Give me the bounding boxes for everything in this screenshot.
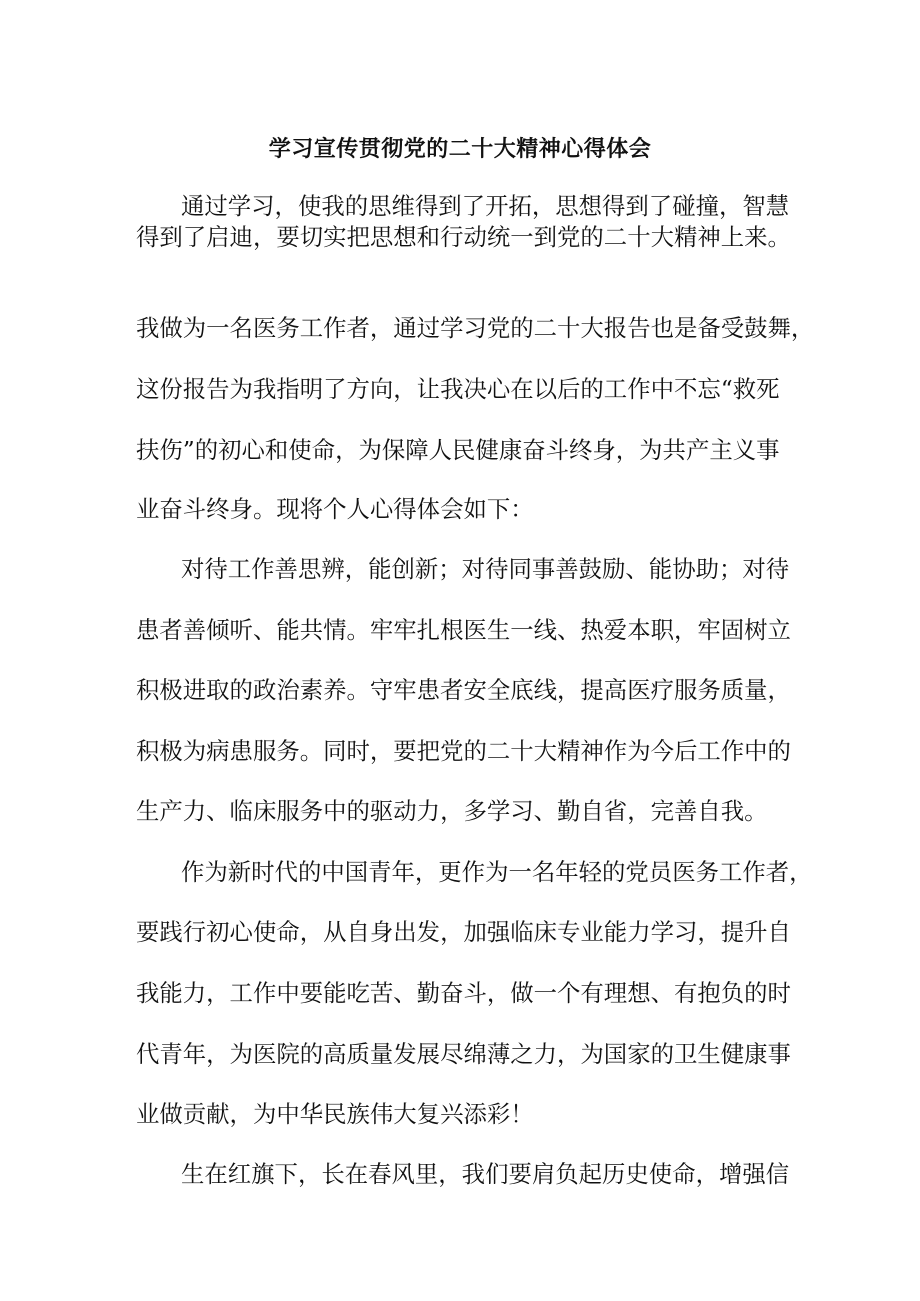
paragraph-line: 作为新时代的中国青年，更作为一名年轻的党员医务工作者， <box>181 858 813 886</box>
paragraph-line: 要践行初心使命，从自身出发，加强临床专业能力学习，提升自 <box>136 918 791 946</box>
paragraph-line: 生在红旗下，长在春风里，我们要肩负起历史使命，增强信 <box>181 1160 790 1188</box>
paragraph-line: 业奋斗终身。现将个人心得体会如下： <box>136 495 534 523</box>
paragraph-line: 扶伤”的初心和使命，为保障人民健康奋斗终身，为共产主义事 <box>136 436 780 464</box>
paragraph-line: 患者善倾听、能共情。牢牢扎根医生一线、热爱本职，牢固树立 <box>136 616 791 644</box>
paragraph-line: 积极进取的政治素养。守牢患者安全底线，提高医疗服务质量， <box>136 676 791 704</box>
paragraph-line: 对待工作善思辨，能创新；对待同事善鼓励、能协助；对待 <box>181 555 790 583</box>
paragraph-line: 这份报告为我指明了方向，让我决心在以后的工作中不忘“救死 <box>136 375 780 403</box>
document-title: 学习宣传贯彻党的二十大精神心得体会 <box>268 136 652 162</box>
paragraph-line: 业做贡献，为中华民族伟大复兴添彩！ <box>136 1100 534 1128</box>
paragraph-line: 积极为病患服务。同时，要把党的二十大精神作为今后工作中的 <box>136 737 791 765</box>
paragraph-line: 我能力，工作中要能吃苦、勤奋斗，做一个有理想、有抱负的时 <box>136 979 791 1007</box>
paragraph-line: 通过学习，使我的思维得到了开拓，思想得到了碰撞，智慧 <box>181 192 790 220</box>
paragraph-line: 生产力、临床服务中的驱动力，多学习、勤自省，完善自我。 <box>136 797 768 825</box>
paragraph-line: 我做为一名医务工作者，通过学习党的二十大报告也是备受鼓舞， <box>136 314 815 342</box>
paragraph-line: 代青年，为医院的高质量发展尽绵薄之力，为国家的卫生健康事 <box>136 1040 791 1068</box>
paragraph-line: 得到了启迪，要切实把思想和行动统一到党的二十大精神上来。 <box>136 223 791 251</box>
